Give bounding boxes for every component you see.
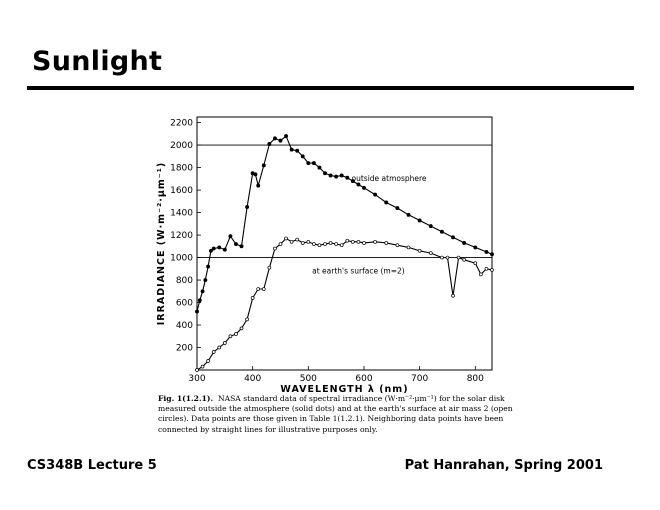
data-point-surface [474, 262, 477, 265]
data-point-surface [479, 273, 482, 276]
data-point-surface [279, 243, 282, 246]
data-point-outside [312, 162, 315, 165]
data-point-surface [385, 241, 388, 244]
data-point-surface [351, 240, 354, 243]
data-point-surface [418, 249, 421, 252]
data-point-surface [218, 346, 221, 349]
data-point-outside [223, 248, 226, 251]
data-point-surface [346, 239, 349, 242]
data-point-surface [285, 237, 288, 240]
data-point-surface [307, 240, 310, 243]
x-tick-label: 400 [244, 374, 262, 384]
data-point-outside [318, 166, 321, 169]
data-point-surface [440, 256, 443, 259]
data-point-outside [207, 265, 210, 268]
x-axis-label: WAVELENGTH λ (nm) [280, 384, 409, 393]
data-point-surface [335, 243, 338, 246]
data-point-surface [340, 244, 343, 247]
data-point-surface [485, 267, 488, 270]
x-tick-label: 300 [188, 374, 206, 384]
footer-author: Pat Hanrahan, Spring 2001 [404, 458, 603, 473]
chart-annotation: outside atmosphere [351, 174, 427, 184]
data-point-surface [374, 240, 377, 243]
data-point-outside [407, 213, 410, 216]
data-point-surface [407, 246, 410, 249]
y-tick-label: 1800 [170, 163, 193, 174]
data-point-surface [262, 288, 265, 291]
y-tick-label: 400 [175, 321, 193, 332]
data-point-outside [240, 245, 243, 248]
data-point-surface [318, 244, 321, 247]
data-point-outside [385, 201, 388, 204]
x-tick-label: 700 [411, 374, 429, 384]
data-point-outside [301, 155, 304, 158]
data-point-outside [257, 184, 260, 187]
data-point-outside [209, 249, 212, 252]
data-point-surface [207, 360, 210, 363]
data-point-surface [201, 365, 204, 368]
data-point-outside [218, 246, 221, 249]
data-point-outside [279, 139, 282, 142]
data-point-outside [346, 176, 349, 179]
data-point-outside [212, 247, 215, 250]
x-tick-label: 800 [466, 374, 484, 384]
data-point-surface [196, 369, 199, 372]
data-point-surface [429, 252, 432, 255]
data-point-outside [323, 172, 326, 175]
data-point-surface [257, 288, 260, 291]
data-point-outside [396, 206, 399, 209]
figure-caption [158, 394, 513, 435]
data-point-surface [324, 243, 327, 246]
data-point-outside [451, 236, 454, 239]
y-tick-label: 2200 [170, 118, 193, 129]
data-point-surface [396, 244, 399, 247]
spectral-irradiance-figure [150, 108, 513, 458]
data-point-surface [357, 240, 360, 243]
data-point-outside [429, 224, 432, 227]
data-point-surface [290, 240, 293, 243]
data-point-outside [307, 162, 310, 165]
data-point-surface [251, 297, 254, 300]
data-point-outside [335, 175, 338, 178]
y-tick-label: 600 [175, 298, 193, 309]
data-point-outside [195, 310, 198, 313]
y-tick-label: 800 [175, 276, 193, 287]
data-point-outside [290, 148, 293, 151]
title-rule [27, 86, 634, 90]
data-point-outside [273, 137, 276, 140]
data-point-surface [312, 243, 315, 246]
y-axis-label: IRRADIANCE (W·m⁻²·μm⁻¹) [156, 161, 167, 326]
data-point-surface [301, 241, 304, 244]
data-point-outside [490, 253, 493, 256]
data-point-outside [296, 149, 299, 152]
data-point-surface [212, 351, 215, 354]
footer-course: CS348B Lecture 5 [27, 458, 157, 473]
data-point-outside [440, 230, 443, 233]
data-point-surface [463, 258, 466, 261]
data-point-outside [245, 205, 248, 208]
data-point-outside [262, 164, 265, 167]
data-point-outside [284, 135, 287, 138]
data-point-outside [229, 235, 232, 238]
data-point-outside [463, 241, 466, 244]
data-point-outside [485, 250, 488, 253]
data-point-surface [234, 333, 237, 336]
data-point-surface [223, 342, 226, 345]
data-point-outside [201, 290, 204, 293]
data-point-outside [374, 193, 377, 196]
data-point-outside [340, 174, 343, 177]
data-point-surface [362, 241, 365, 244]
data-point-outside [254, 173, 257, 176]
data-point-outside [204, 278, 207, 281]
data-point-surface [296, 238, 299, 241]
data-point-outside [268, 142, 271, 145]
data-point-surface [329, 241, 332, 244]
y-tick-label: 2000 [170, 141, 193, 152]
data-point-surface [240, 327, 243, 330]
data-point-surface [457, 256, 460, 259]
data-point-outside [357, 183, 360, 186]
data-point-outside [234, 242, 237, 245]
data-point-outside [474, 246, 477, 249]
caption-label: Fig. 1(1.2.1). [158, 394, 214, 403]
data-point-surface [452, 294, 455, 297]
caption-text: NASA standard data of spectral irradiance (W·m⁻²·μm⁻¹) for the solar disk measured outside the atmosphere (solid dots) and at the earth's surface at air mass 2 (open circles). Data points are those given in Table 1(1.2.1). Neighboring data points have been connected by straight lines for illustrative purposes only. [158, 394, 513, 434]
x-tick-label: 600 [355, 374, 373, 384]
data-point-surface [273, 247, 276, 250]
data-point-outside [362, 186, 365, 189]
data-point-outside [329, 174, 332, 177]
slide-title: Sunlight [32, 46, 163, 77]
y-tick-label: 1600 [170, 186, 193, 197]
y-tick-label: 1200 [170, 231, 193, 242]
data-point-surface [229, 335, 232, 338]
y-tick-label: 200 [175, 343, 193, 354]
data-point-surface [491, 268, 494, 271]
data-point-surface [446, 256, 449, 259]
y-tick-label: 1400 [170, 208, 193, 219]
irradiance-chart [150, 108, 510, 393]
x-tick-label: 500 [299, 374, 317, 384]
data-point-surface [268, 266, 271, 269]
data-point-outside [198, 299, 201, 302]
data-point-outside [418, 219, 421, 222]
y-tick-label: 1000 [170, 253, 193, 264]
chart-annotation: at earth's surface (m=2) [312, 266, 405, 276]
data-point-surface [246, 318, 249, 321]
series-line-outside-atmosphere [197, 136, 492, 311]
